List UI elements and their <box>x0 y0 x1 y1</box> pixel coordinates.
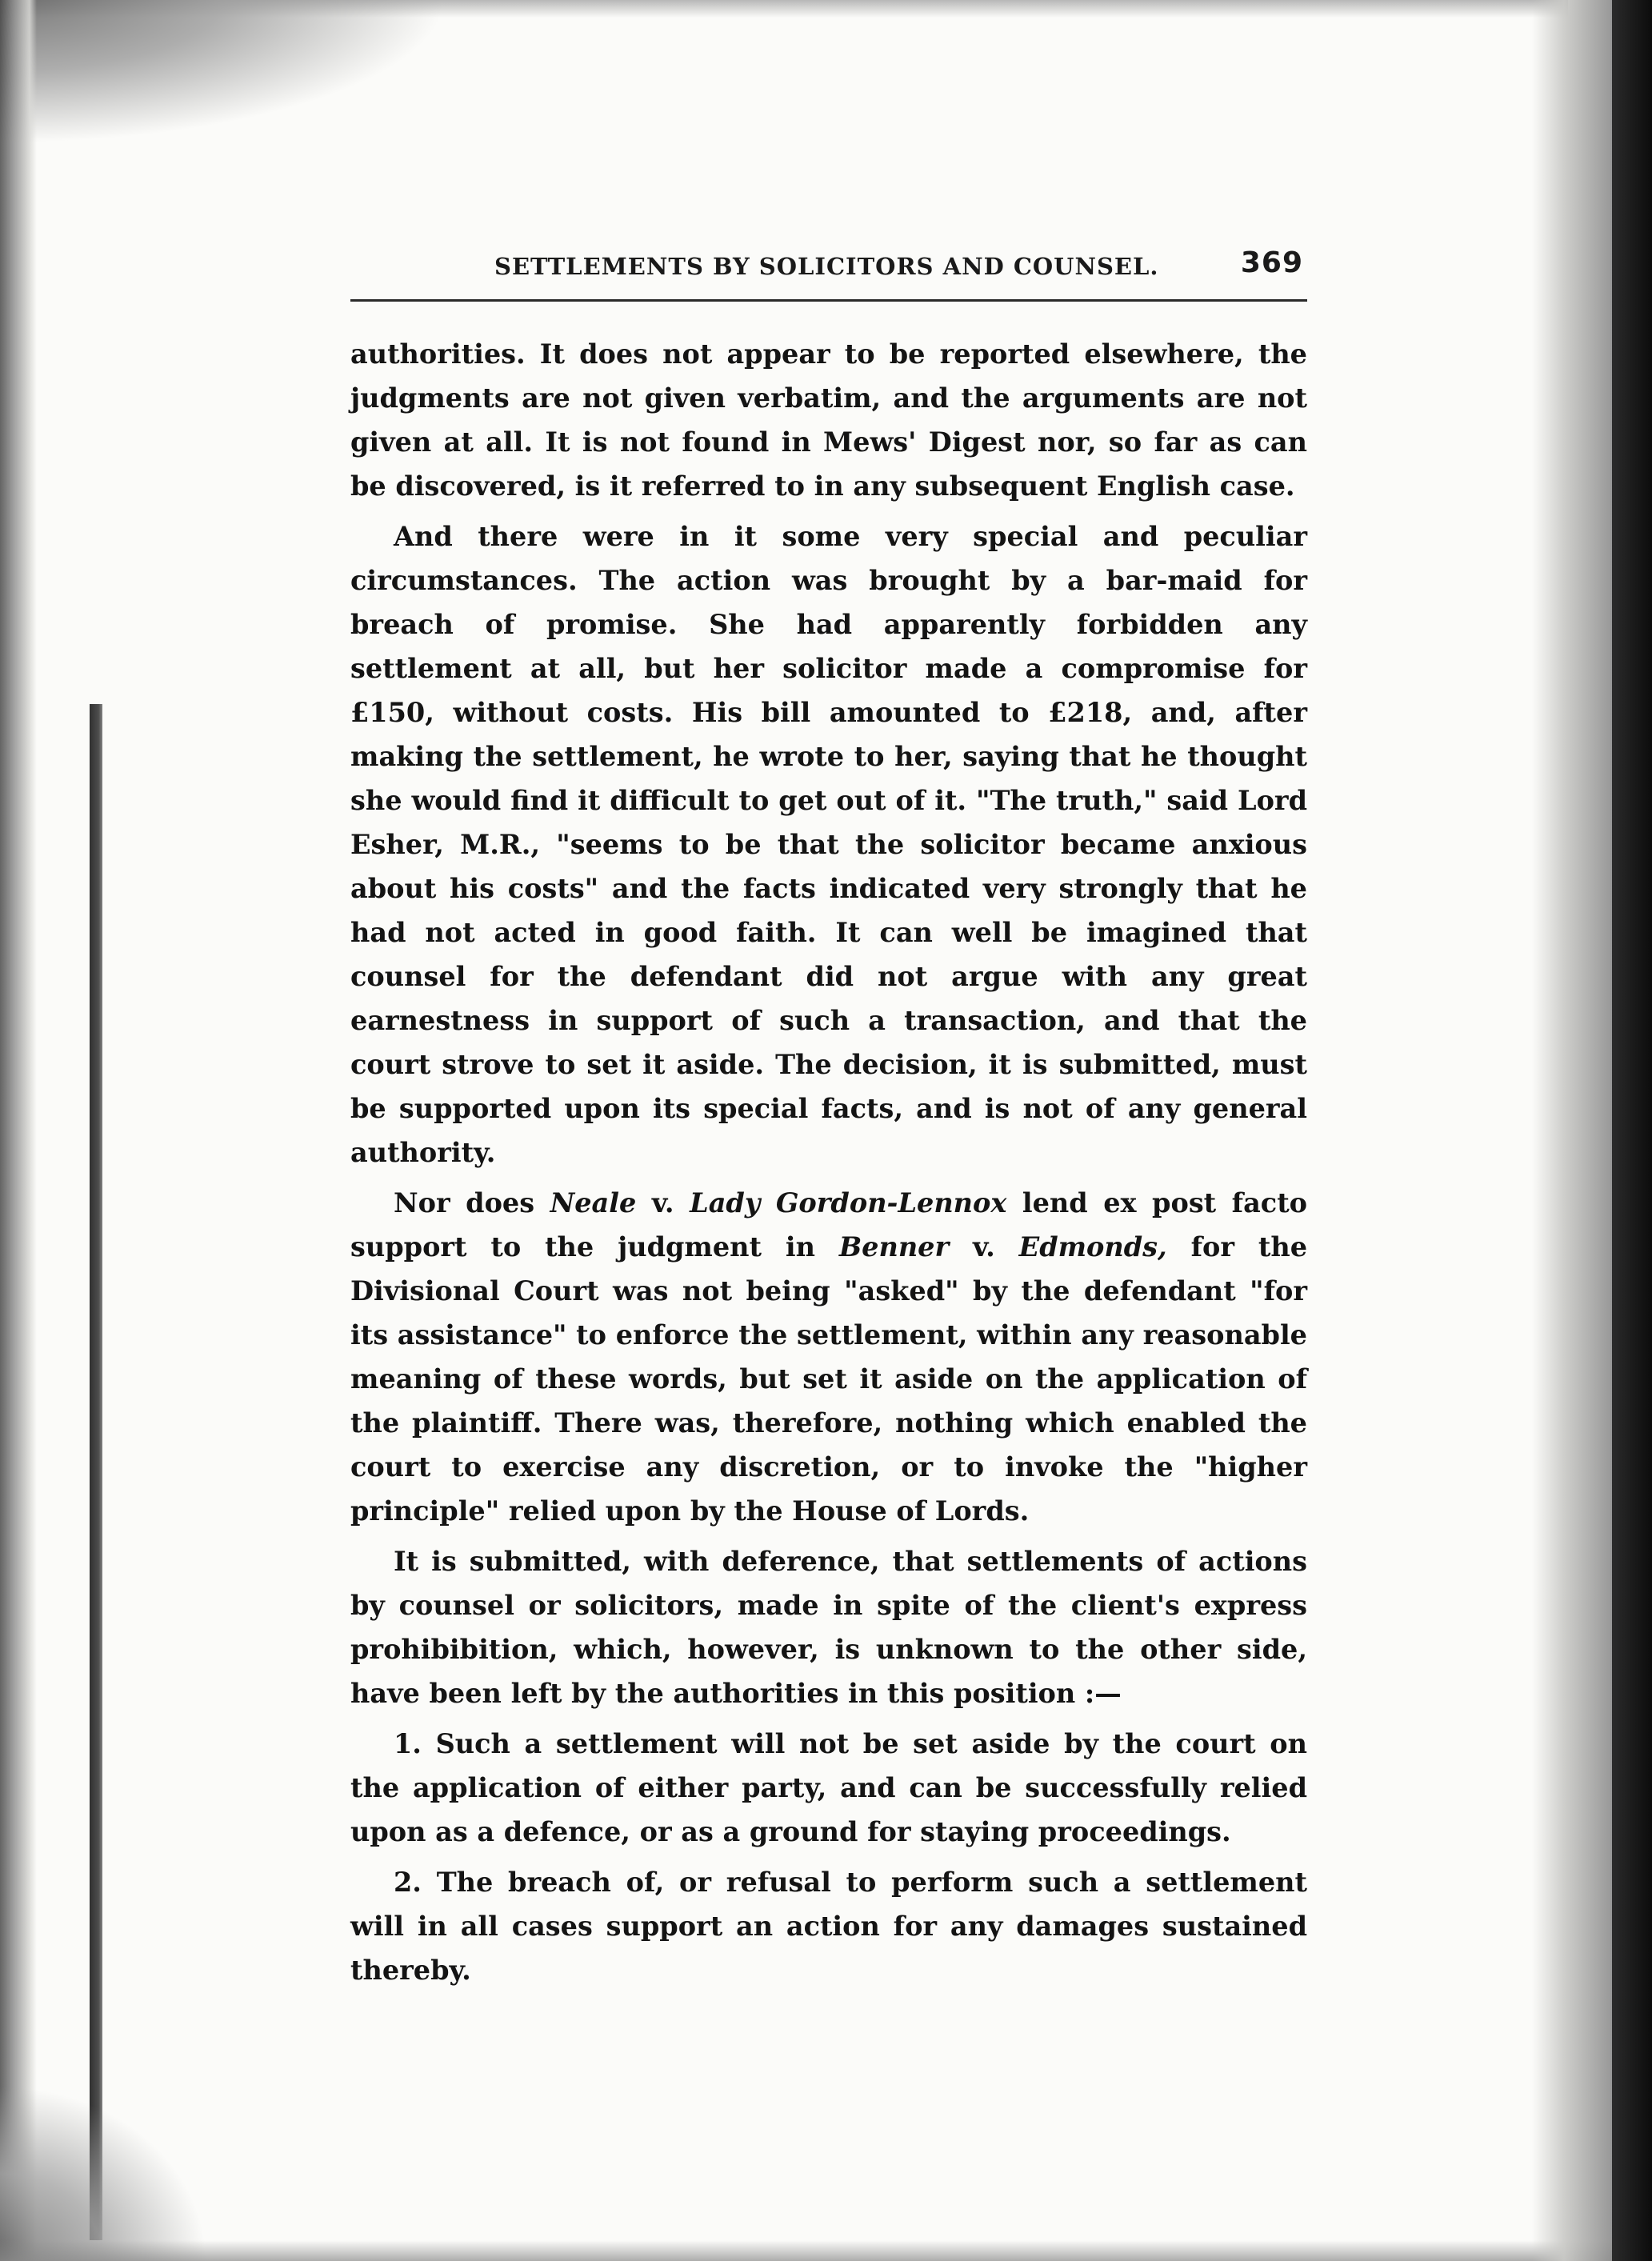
numbered-paragraph: 2. The breach of, or refusal to perform such a settlement will in all cases support an action for any damages sustained thereby. <box>350 1867 1307 1986</box>
paragraph: authorities. It does not appear to be reported elsewhere, the judgments are not given verbatim, and the arguments are not given at all. It is not found in Mews' Digest nor, so far as can be discovered, is it referred to in any subsequent English case. <box>350 338 1307 502</box>
body-text <box>350 332 1307 1999</box>
scan-corner-shadow-top-left <box>0 0 448 144</box>
case-name: Benner <box>838 1231 950 1263</box>
scan-left-edge <box>0 0 37 2261</box>
paragraph-text: v. <box>636 1187 690 1219</box>
scan-bottom-edge <box>0 2240 1652 2261</box>
case-name: Edmonds, <box>1018 1231 1167 1263</box>
scan-right-edge-shadow <box>1532 0 1612 2261</box>
numbered-paragraph: 1. Such a settlement will not be set aside by the court on the application of either party, and can be successfully relied upon as a defence, or as a ground for staying proceedings. <box>350 1728 1307 1847</box>
case-name: Neale <box>550 1187 637 1219</box>
scan-left-binding-shadow <box>90 704 102 2240</box>
page-header <box>350 246 1307 294</box>
paragraph-text: for the Divisional Court was not being "asked" by the defendant "for its assistance" to enforce the settlement, within any reasonable meaning of these words, but set it aside on the application of the plaintiff. There was, therefore, nothing which enabled the court to exercise any discretion, or to invoke the "higher principle" relied upon by the House of Lords. <box>350 1231 1308 1527</box>
paragraph-text: Nor does <box>394 1187 550 1219</box>
page-number: 369 <box>1240 246 1303 279</box>
scan-right-edge-dark <box>1612 0 1652 2261</box>
case-name: Lady Gordon-Lennox <box>690 1187 1007 1219</box>
header-rule <box>350 299 1307 302</box>
paragraph: It is submitted, with deference, that settlements of actions by counsel or solicitors, made in spite of the client's express prohibibition, which, however, is unknown to the other side, have been left by the authorities in this position :— <box>350 1546 1307 1709</box>
scan-corner-shadow-bottom-left <box>0 2085 208 2261</box>
paragraph-text: v. <box>949 1231 1019 1263</box>
paragraph: And there were in it some very special and peculiar circumstances. The action was brought by a bar-maid for breach of promise. She had apparently forbidden any settlement at all, but her solicitor made a compromise for £150, without costs. His bill amounted to £218, and, after making the settlement, he wrote to her, saying that he thought she would find it difficult to get out of it. "The truth," said Lord Esher, M.R., "seems to be that the solicitor became anxious about his costs" and the facts indicated very strongly that he had not acted in good faith. It can well be imagined that counsel for the defendant did not argue with any great earnestness in support of such a transaction, and that the court strove to set it aside. The decision, it is submitted, must be supported upon its special facts, and is not of any general authority. <box>350 521 1307 1168</box>
paragraph <box>350 1181 1307 1533</box>
paragraph-text: lend ex post facto support to the judgment in <box>350 1187 1308 1263</box>
running-head: SETTLEMENTS BY SOLICITORS AND COUNSEL. <box>494 253 1159 280</box>
